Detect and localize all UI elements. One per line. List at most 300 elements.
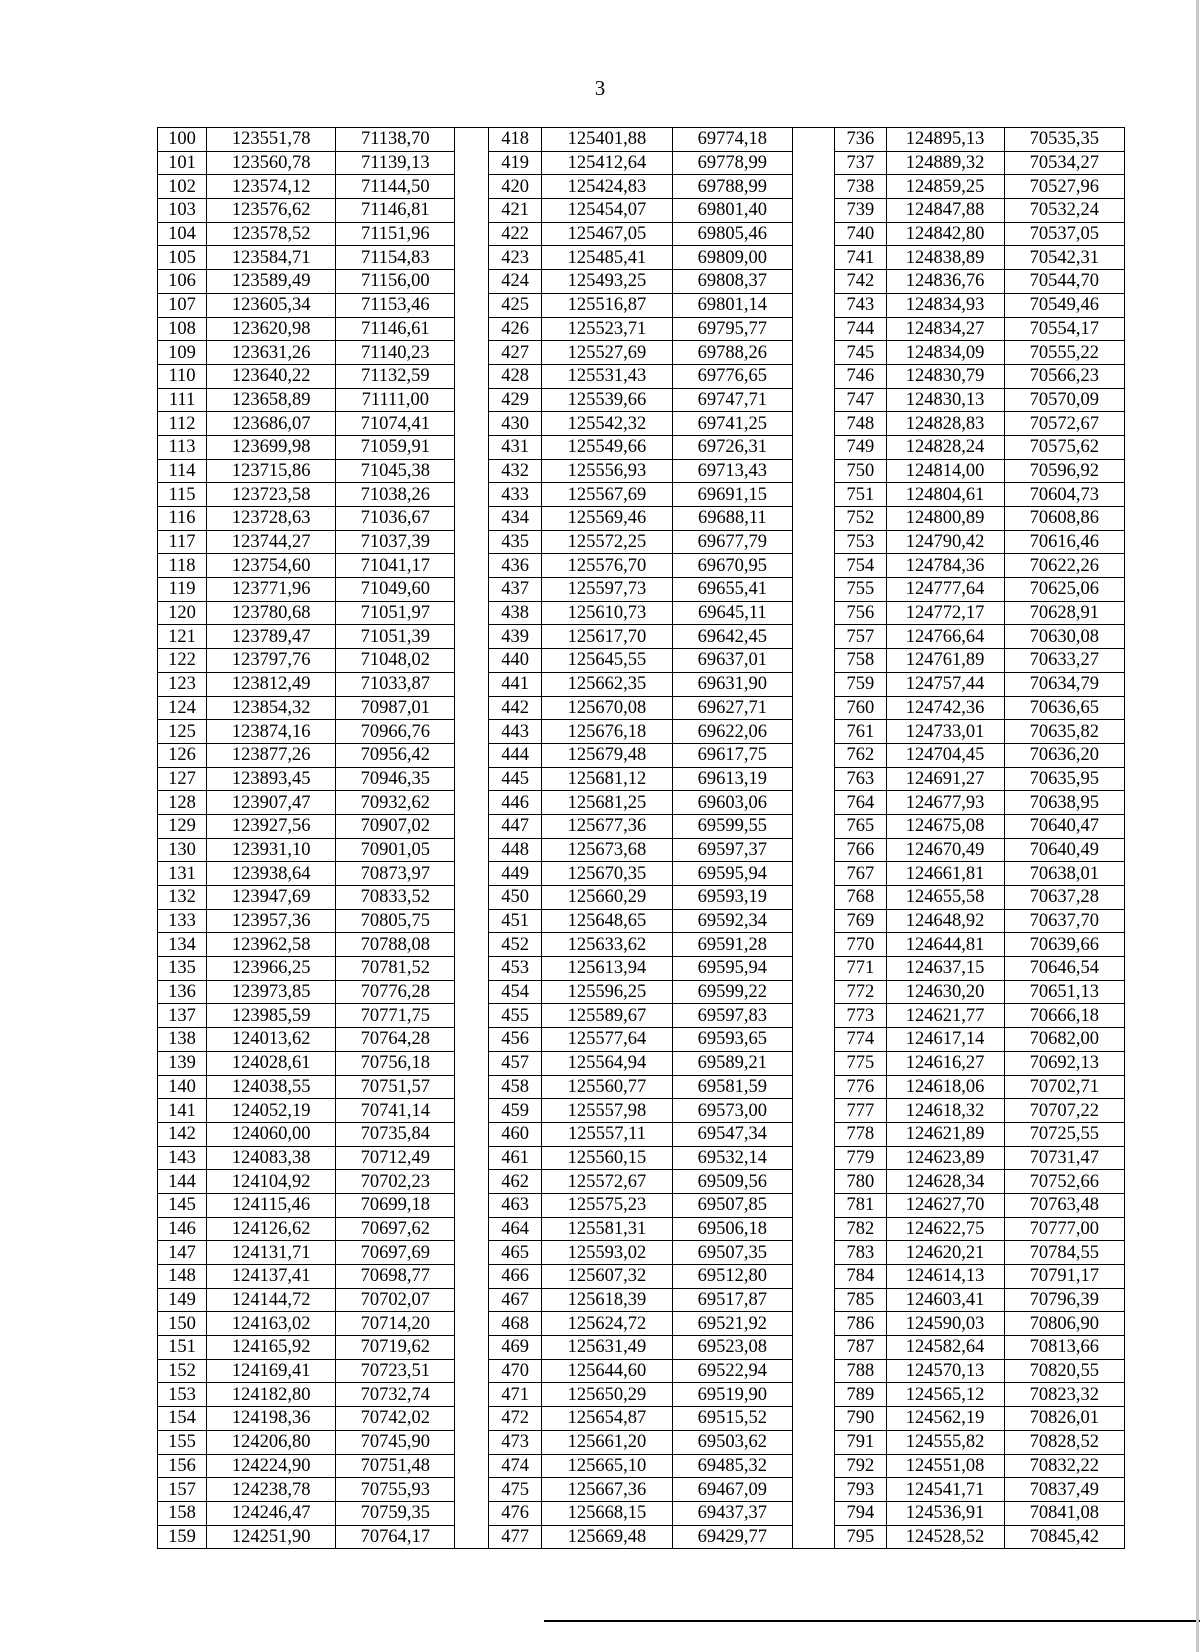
table-row [158,814,1125,838]
y-coordinate-cell: 70755,93 [336,1478,455,1502]
point-number-cell: 117 [158,530,207,554]
x-coordinate-cell: 123584,71 [207,246,336,270]
point-number-cell: 768 [835,886,886,910]
column-gap [455,980,488,1004]
y-coordinate-cell: 70698,77 [336,1265,455,1289]
y-coordinate-cell: 70527,96 [1004,175,1124,199]
column-gap [455,199,488,223]
column-gap [792,1122,834,1146]
y-coordinate-cell: 70570,09 [1004,388,1124,412]
point-number-cell: 773 [835,1004,886,1028]
x-coordinate-cell: 124834,93 [886,293,1004,317]
x-coordinate-cell: 124621,89 [886,1122,1004,1146]
y-coordinate-cell: 71038,26 [336,483,455,507]
column-gap [455,483,488,507]
column-gap [792,175,834,199]
y-coordinate-cell: 69747,71 [672,388,792,412]
x-coordinate-cell: 123560,78 [207,151,336,175]
point-number-cell: 764 [835,791,886,815]
point-number-cell: 427 [488,341,541,365]
column-gap [455,222,488,246]
x-coordinate-cell: 125676,18 [542,720,672,744]
table-row [158,554,1125,578]
x-coordinate-cell: 123578,52 [207,222,336,246]
point-number-cell: 426 [488,317,541,341]
x-coordinate-cell: 124733,01 [886,720,1004,744]
y-coordinate-cell: 69517,87 [672,1288,792,1312]
table-row [158,886,1125,910]
x-coordinate-cell: 125669,48 [542,1525,672,1549]
y-coordinate-cell: 70764,28 [336,1028,455,1052]
x-coordinate-cell: 125673,68 [542,838,672,862]
column-gap [455,151,488,175]
y-coordinate-cell: 70745,90 [336,1430,455,1454]
x-coordinate-cell: 125679,48 [542,743,672,767]
column-gap [455,1478,488,1502]
x-coordinate-cell: 124165,92 [207,1336,336,1360]
y-coordinate-cell: 70777,00 [1004,1217,1124,1241]
x-coordinate-cell: 125597,73 [542,578,672,602]
x-coordinate-cell: 124691,27 [886,767,1004,791]
table-row [158,1336,1125,1360]
point-number-cell: 788 [835,1359,886,1383]
x-coordinate-cell: 125667,36 [542,1478,672,1502]
point-number-cell: 770 [835,933,886,957]
column-gap [455,1501,488,1525]
x-coordinate-cell: 124028,61 [207,1051,336,1075]
y-coordinate-cell: 70532,24 [1004,199,1124,223]
point-number-cell: 443 [488,720,541,744]
y-coordinate-cell: 69801,14 [672,293,792,317]
point-number-cell: 101 [158,151,207,175]
y-coordinate-cell: 70633,27 [1004,649,1124,673]
point-number-cell: 424 [488,270,541,294]
column-gap [455,957,488,981]
column-gap [792,435,834,459]
point-number-cell: 451 [488,909,541,933]
y-coordinate-cell: 70771,75 [336,1004,455,1028]
point-number-cell: 461 [488,1146,541,1170]
point-number-cell: 147 [158,1241,207,1265]
table-row [158,980,1125,1004]
x-coordinate-cell: 124137,41 [207,1265,336,1289]
point-number-cell: 434 [488,507,541,531]
x-coordinate-cell: 124830,79 [886,364,1004,388]
x-coordinate-cell: 125677,36 [542,814,672,838]
point-number-cell: 468 [488,1312,541,1336]
column-gap [792,507,834,531]
y-coordinate-cell: 69519,90 [672,1383,792,1407]
table-row [158,933,1125,957]
table-row [158,1430,1125,1454]
y-coordinate-cell: 69573,00 [672,1099,792,1123]
column-gap [455,1430,488,1454]
point-number-cell: 135 [158,957,207,981]
column-gap [792,886,834,910]
y-coordinate-cell: 71140,23 [336,341,455,365]
x-coordinate-cell: 124603,41 [886,1288,1004,1312]
column-gap [792,625,834,649]
column-gap [455,649,488,673]
x-coordinate-cell: 123551,78 [207,128,336,152]
y-coordinate-cell: 70828,52 [1004,1430,1124,1454]
y-coordinate-cell: 69670,95 [672,554,792,578]
column-gap [792,1454,834,1478]
x-coordinate-cell: 124616,27 [886,1051,1004,1075]
x-coordinate-cell: 124766,64 [886,625,1004,649]
y-coordinate-cell: 69688,11 [672,507,792,531]
point-number-cell: 126 [158,743,207,767]
point-number-cell: 752 [835,507,886,531]
x-coordinate-cell: 124637,15 [886,957,1004,981]
point-number-cell: 114 [158,459,207,483]
x-coordinate-cell: 124838,89 [886,246,1004,270]
point-number-cell: 437 [488,578,541,602]
x-coordinate-cell: 124251,90 [207,1525,336,1549]
y-coordinate-cell: 70638,95 [1004,791,1124,815]
table-row [158,838,1125,862]
point-number-cell: 108 [158,317,207,341]
x-coordinate-cell: 123874,16 [207,720,336,744]
y-coordinate-cell: 70535,35 [1004,128,1124,152]
y-coordinate-cell: 70966,76 [336,720,455,744]
column-gap [455,862,488,886]
x-coordinate-cell: 124182,80 [207,1383,336,1407]
x-coordinate-cell: 124828,83 [886,412,1004,436]
column-gap [455,601,488,625]
x-coordinate-cell: 125569,46 [542,507,672,531]
column-gap [792,317,834,341]
column-gap [792,1501,834,1525]
point-number-cell: 469 [488,1336,541,1360]
x-coordinate-cell: 124675,08 [886,814,1004,838]
column-gap [455,1241,488,1265]
x-coordinate-cell: 124555,82 [886,1430,1004,1454]
point-number-cell: 106 [158,270,207,294]
column-gap [455,1383,488,1407]
y-coordinate-cell: 70946,35 [336,767,455,791]
column-gap [792,1146,834,1170]
y-coordinate-cell: 71041,17 [336,554,455,578]
y-coordinate-cell: 70702,23 [336,1170,455,1194]
point-number-cell: 438 [488,601,541,625]
x-coordinate-cell: 123985,59 [207,1004,336,1028]
y-coordinate-cell: 70813,66 [1004,1336,1124,1360]
point-number-cell: 786 [835,1312,886,1336]
column-gap [455,886,488,910]
point-number-cell: 104 [158,222,207,246]
y-coordinate-cell: 70735,84 [336,1122,455,1146]
point-number-cell: 748 [835,412,886,436]
y-coordinate-cell: 71048,02 [336,649,455,673]
column-gap [455,270,488,294]
x-coordinate-cell: 124644,81 [886,933,1004,957]
y-coordinate-cell: 71059,91 [336,435,455,459]
point-number-cell: 755 [835,578,886,602]
x-coordinate-cell: 124761,89 [886,649,1004,673]
point-number-cell: 466 [488,1265,541,1289]
x-coordinate-cell: 124617,14 [886,1028,1004,1052]
column-gap [792,649,834,673]
point-number-cell: 470 [488,1359,541,1383]
y-coordinate-cell: 69591,28 [672,933,792,957]
column-gap [455,1359,488,1383]
point-number-cell: 452 [488,933,541,957]
x-coordinate-cell: 123973,85 [207,980,336,1004]
x-coordinate-cell: 124621,77 [886,1004,1004,1028]
x-coordinate-cell: 125610,73 [542,601,672,625]
column-gap [792,222,834,246]
x-coordinate-cell: 123947,69 [207,886,336,910]
y-coordinate-cell: 69599,55 [672,814,792,838]
point-number-cell: 154 [158,1407,207,1431]
column-gap [792,980,834,1004]
y-coordinate-cell: 70651,13 [1004,980,1124,1004]
table-row [158,1051,1125,1075]
point-number-cell: 793 [835,1478,886,1502]
point-number-cell: 138 [158,1028,207,1052]
y-coordinate-cell: 71051,97 [336,601,455,625]
column-gap [792,814,834,838]
x-coordinate-cell: 123640,22 [207,364,336,388]
y-coordinate-cell: 69597,83 [672,1004,792,1028]
point-number-cell: 785 [835,1288,886,1312]
y-coordinate-cell: 70791,17 [1004,1265,1124,1289]
y-coordinate-cell: 69726,31 [672,435,792,459]
x-coordinate-cell: 125454,07 [542,199,672,223]
point-number-cell: 757 [835,625,886,649]
column-gap [792,364,834,388]
y-coordinate-cell: 70932,62 [336,791,455,815]
table-row [158,957,1125,981]
x-coordinate-cell: 125575,23 [542,1193,672,1217]
table-row [158,601,1125,625]
point-number-cell: 771 [835,957,886,981]
column-gap [455,838,488,862]
y-coordinate-cell: 71146,61 [336,317,455,341]
column-gap [455,909,488,933]
y-coordinate-cell: 70873,97 [336,862,455,886]
table-row [158,1265,1125,1289]
column-gap [792,459,834,483]
point-number-cell: 475 [488,1478,541,1502]
y-coordinate-cell: 70837,49 [1004,1478,1124,1502]
y-coordinate-cell: 70806,90 [1004,1312,1124,1336]
table-row [158,672,1125,696]
y-coordinate-cell: 69713,43 [672,459,792,483]
y-coordinate-cell: 69507,85 [672,1193,792,1217]
x-coordinate-cell: 124163,02 [207,1312,336,1336]
y-coordinate-cell: 70759,35 [336,1501,455,1525]
y-coordinate-cell: 70637,28 [1004,886,1124,910]
column-gap [455,388,488,412]
column-gap [792,791,834,815]
point-number-cell: 116 [158,507,207,531]
column-gap [455,459,488,483]
point-number-cell: 131 [158,862,207,886]
column-gap [455,412,488,436]
point-number-cell: 761 [835,720,886,744]
x-coordinate-cell: 125681,25 [542,791,672,815]
point-number-cell: 425 [488,293,541,317]
y-coordinate-cell: 70640,47 [1004,814,1124,838]
x-coordinate-cell: 124828,24 [886,435,1004,459]
y-coordinate-cell: 71049,60 [336,578,455,602]
x-coordinate-cell: 124622,75 [886,1217,1004,1241]
table-row [158,696,1125,720]
point-number-cell: 421 [488,199,541,223]
column-gap [792,128,834,152]
x-coordinate-cell: 124627,70 [886,1193,1004,1217]
y-coordinate-cell: 70666,18 [1004,1004,1124,1028]
x-coordinate-cell: 123780,68 [207,601,336,625]
table-row [158,1501,1125,1525]
y-coordinate-cell: 70635,82 [1004,720,1124,744]
x-coordinate-cell: 124830,13 [886,388,1004,412]
column-gap [792,957,834,981]
point-number-cell: 446 [488,791,541,815]
table-row [158,270,1125,294]
table-row [158,1193,1125,1217]
x-coordinate-cell: 124565,12 [886,1383,1004,1407]
table-row [158,175,1125,199]
table-row [158,1478,1125,1502]
point-number-cell: 430 [488,412,541,436]
point-number-cell: 789 [835,1383,886,1407]
x-coordinate-cell: 123927,56 [207,814,336,838]
point-number-cell: 471 [488,1383,541,1407]
x-coordinate-cell: 123723,58 [207,483,336,507]
y-coordinate-cell: 70764,17 [336,1525,455,1549]
x-coordinate-cell: 124655,58 [886,886,1004,910]
point-number-cell: 794 [835,1501,886,1525]
point-number-cell: 153 [158,1383,207,1407]
column-gap [792,720,834,744]
x-coordinate-cell: 124836,76 [886,270,1004,294]
y-coordinate-cell: 70555,22 [1004,341,1124,365]
table-row [158,767,1125,791]
x-coordinate-cell: 125661,20 [542,1430,672,1454]
point-number-cell: 791 [835,1430,886,1454]
coordinates-table-body [158,128,1125,1549]
column-gap [455,625,488,649]
x-coordinate-cell: 124169,41 [207,1359,336,1383]
point-number-cell: 139 [158,1051,207,1075]
x-coordinate-cell: 124104,92 [207,1170,336,1194]
point-number-cell: 141 [158,1099,207,1123]
y-coordinate-cell: 70742,02 [336,1407,455,1431]
column-gap [455,814,488,838]
point-number-cell: 419 [488,151,541,175]
y-coordinate-cell: 71144,50 [336,175,455,199]
y-coordinate-cell: 70712,49 [336,1146,455,1170]
table-row [158,649,1125,673]
column-gap [455,507,488,531]
point-number-cell: 420 [488,175,541,199]
x-coordinate-cell: 125527,69 [542,341,672,365]
y-coordinate-cell: 71151,96 [336,222,455,246]
x-coordinate-cell: 124038,55 [207,1075,336,1099]
y-coordinate-cell: 71036,67 [336,507,455,531]
y-coordinate-cell: 69788,26 [672,341,792,365]
table-row [158,199,1125,223]
point-number-cell: 137 [158,1004,207,1028]
y-coordinate-cell: 69622,06 [672,720,792,744]
column-gap [792,862,834,886]
y-coordinate-cell: 70805,75 [336,909,455,933]
point-number-cell: 460 [488,1122,541,1146]
column-gap [455,530,488,554]
table-row [158,341,1125,365]
x-coordinate-cell: 124562,19 [886,1407,1004,1431]
point-number-cell: 440 [488,649,541,673]
y-coordinate-cell: 70646,54 [1004,957,1124,981]
x-coordinate-cell: 123966,25 [207,957,336,981]
column-gap [792,1099,834,1123]
column-gap [455,246,488,270]
point-number-cell: 742 [835,270,886,294]
table-row [158,1525,1125,1549]
point-number-cell: 445 [488,767,541,791]
point-number-cell: 122 [158,649,207,673]
point-number-cell: 111 [158,388,207,412]
y-coordinate-cell: 69437,37 [672,1501,792,1525]
x-coordinate-cell: 125607,32 [542,1265,672,1289]
column-gap [792,1170,834,1194]
y-coordinate-cell: 70732,74 [336,1383,455,1407]
point-number-cell: 750 [835,459,886,483]
y-coordinate-cell: 69613,19 [672,767,792,791]
table-row [158,1004,1125,1028]
point-number-cell: 453 [488,957,541,981]
x-coordinate-cell: 124126,62 [207,1217,336,1241]
table-row [158,1146,1125,1170]
column-gap [792,767,834,791]
point-number-cell: 422 [488,222,541,246]
point-number-cell: 464 [488,1217,541,1241]
x-coordinate-cell: 123631,26 [207,341,336,365]
point-number-cell: 127 [158,767,207,791]
x-coordinate-cell: 125531,43 [542,364,672,388]
x-coordinate-cell: 124198,36 [207,1407,336,1431]
table-row [158,1122,1125,1146]
x-coordinate-cell: 124784,36 [886,554,1004,578]
y-coordinate-cell: 70841,08 [1004,1501,1124,1525]
point-number-cell: 144 [158,1170,207,1194]
x-coordinate-cell: 124847,88 [886,199,1004,223]
x-coordinate-cell: 124618,32 [886,1099,1004,1123]
point-number-cell: 149 [158,1288,207,1312]
table-row [158,459,1125,483]
column-gap [455,578,488,602]
y-coordinate-cell: 70549,46 [1004,293,1124,317]
column-gap [455,175,488,199]
table-row [158,483,1125,507]
column-gap [792,1288,834,1312]
column-gap [792,743,834,767]
point-number-cell: 760 [835,696,886,720]
table-row [158,507,1125,531]
y-coordinate-cell: 69485,32 [672,1454,792,1478]
y-coordinate-cell: 69523,08 [672,1336,792,1360]
point-number-cell: 128 [158,791,207,815]
x-coordinate-cell: 125631,49 [542,1336,672,1360]
y-coordinate-cell: 70702,07 [336,1288,455,1312]
x-coordinate-cell: 123907,47 [207,791,336,815]
y-coordinate-cell: 70566,23 [1004,364,1124,388]
x-coordinate-cell: 124790,42 [886,530,1004,554]
y-coordinate-cell: 69617,75 [672,743,792,767]
